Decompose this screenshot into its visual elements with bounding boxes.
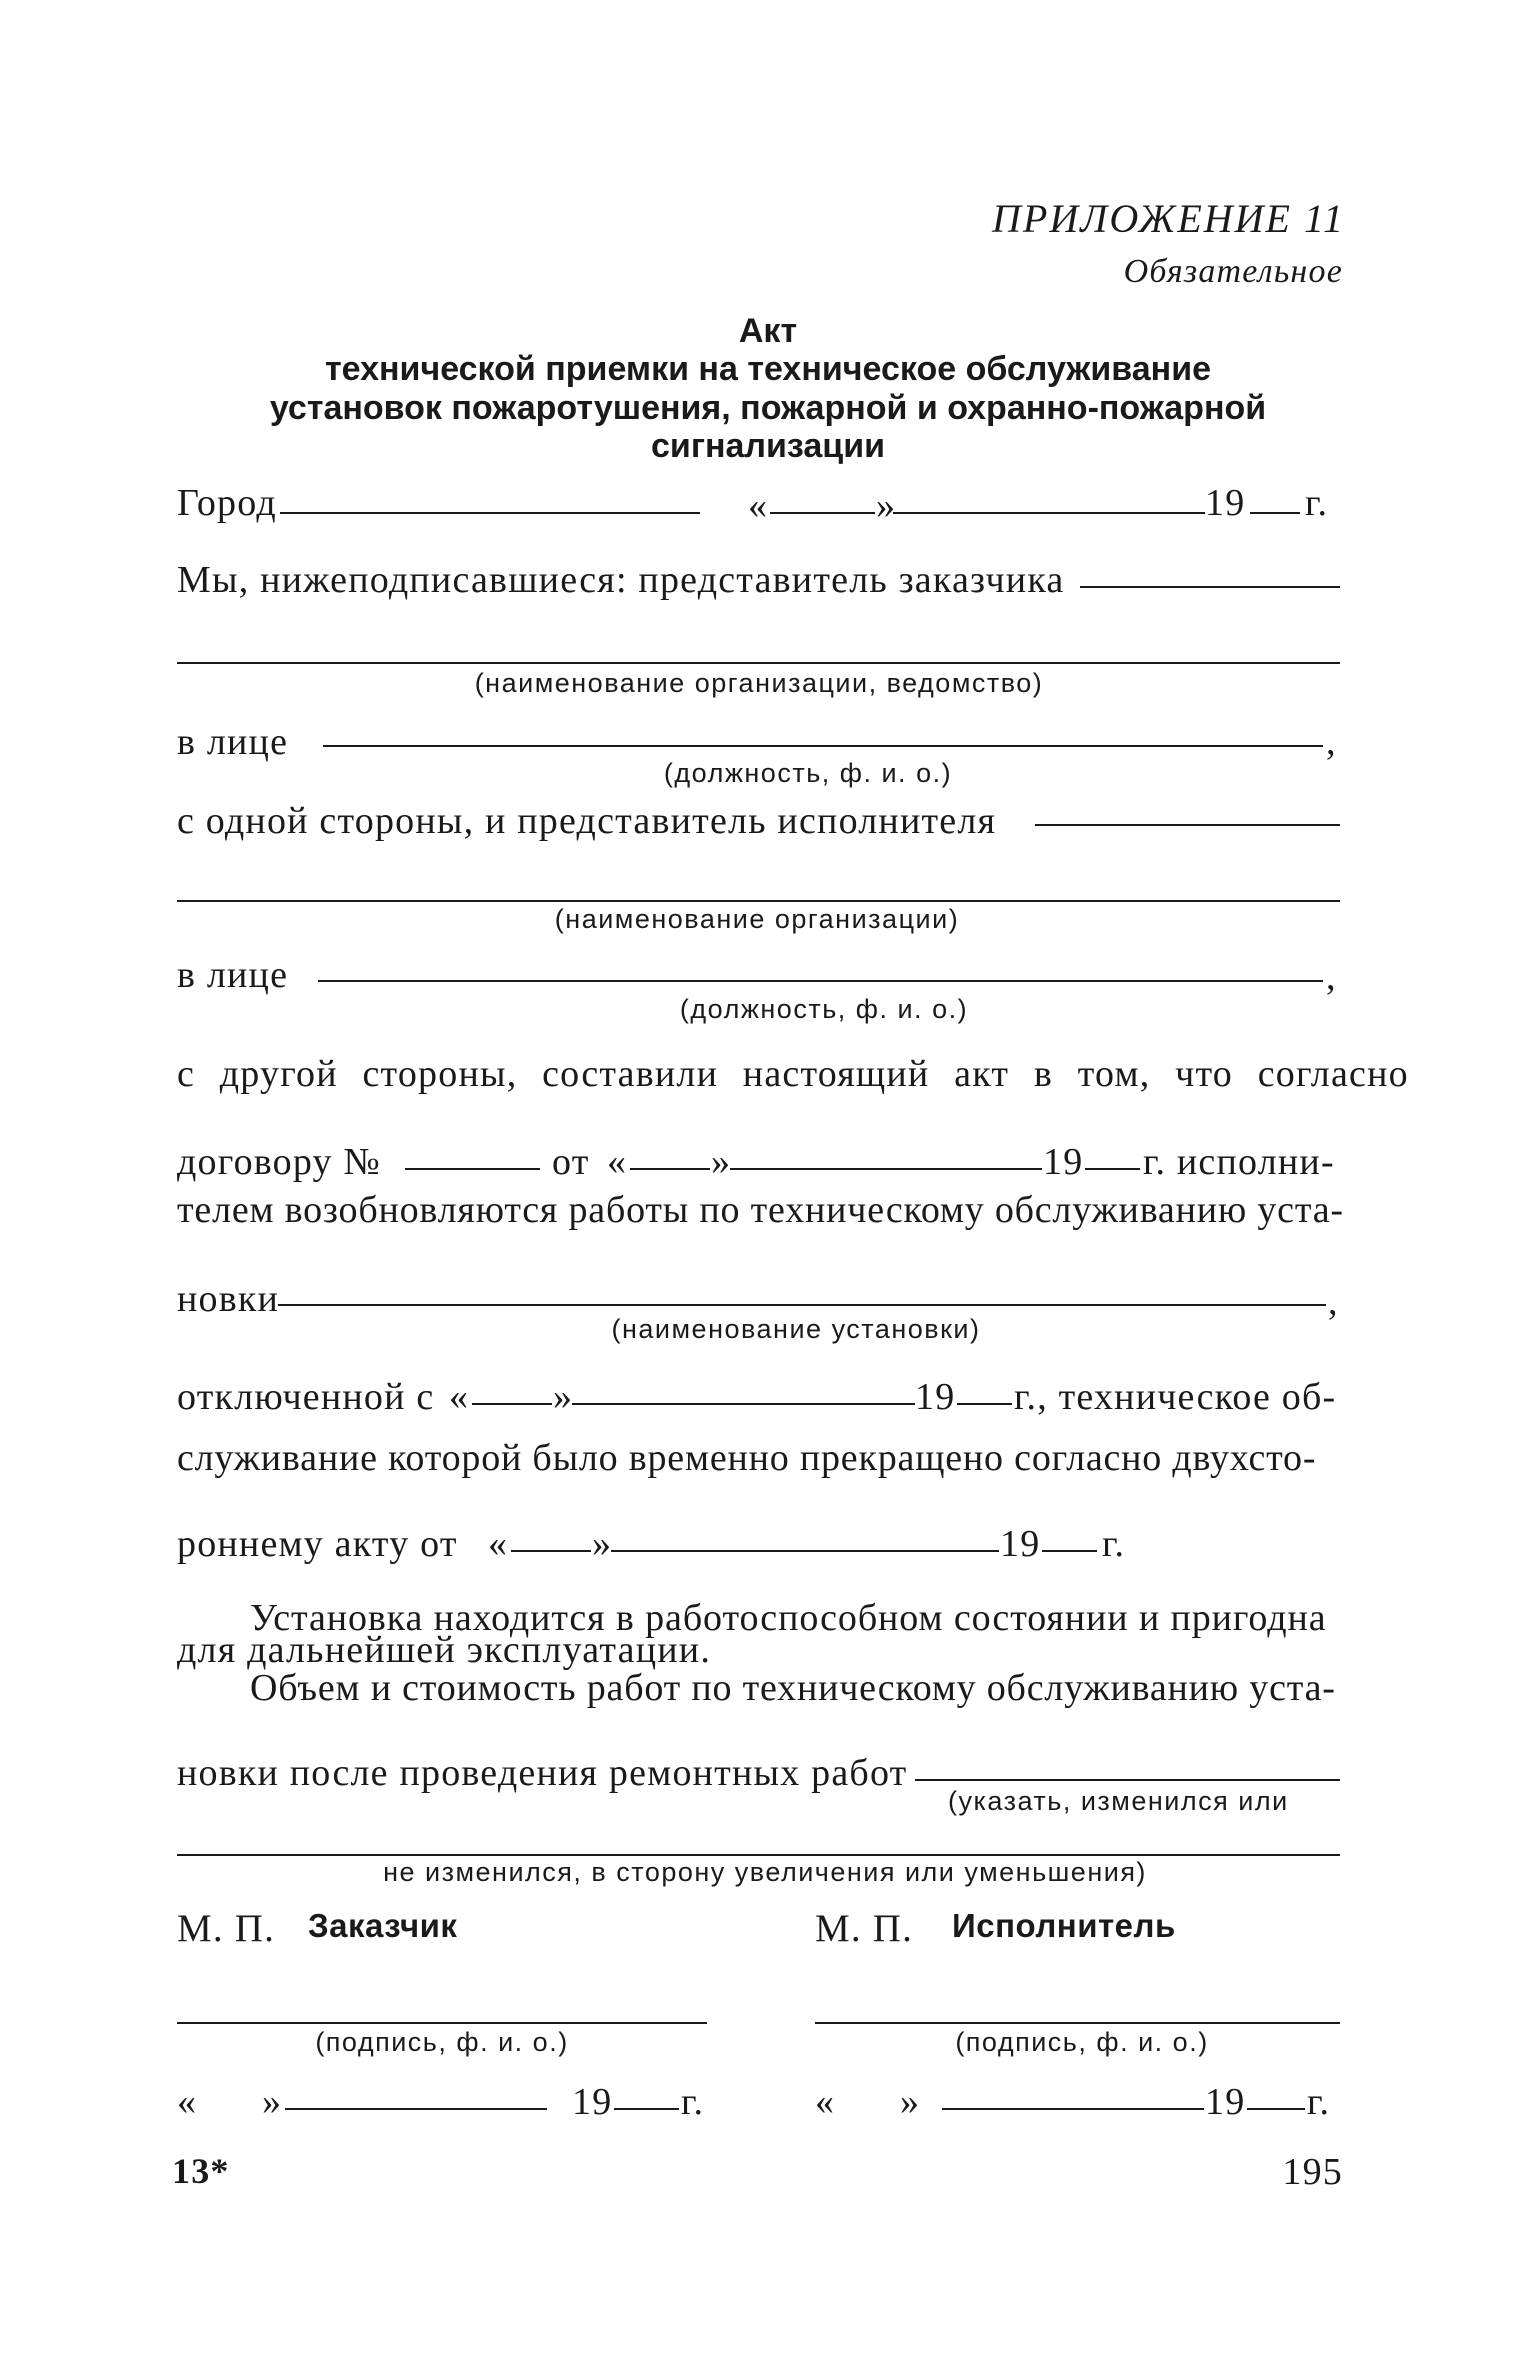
contractor-date-year-suffix: г. <box>1307 2081 1331 2123</box>
installation-line[interactable] <box>278 1304 1326 1306</box>
contract-tail: г. исполни- <box>1143 1141 1335 1183</box>
contractor-signature-line[interactable] <box>815 2022 1340 2024</box>
para1-line-1: Установка находится в работоспособном состоянии и пригодна <box>250 1597 1327 1639</box>
contractor-date-quote-close: » <box>900 2081 921 2123</box>
contractor-org-line[interactable] <box>177 900 1340 902</box>
customer-date-quote-open: « <box>177 2081 198 2123</box>
contractor-date-quote-open: « <box>815 2081 836 2123</box>
body-line-1: с другой стороны, составили настоящий акт в том, что согласно <box>177 1053 1409 1095</box>
disabled-day-line[interactable] <box>472 1403 552 1405</box>
day-line[interactable] <box>770 512 875 514</box>
appendix-heading: ПРИЛОЖЕНИЕ 11 <box>992 196 1345 241</box>
customer-person-line[interactable] <box>323 745 1323 747</box>
contractor-date-year-prefix: 19 <box>1205 2081 1246 2123</box>
contract-year-prefix: 19 <box>1043 1141 1084 1183</box>
contractor-signature-title: Исполнитель <box>952 1907 1176 1944</box>
change-caption-2: не изменился, в сторону увеличения или уменьшения) <box>383 1857 1147 1887</box>
customer-in-person: в лице <box>177 721 289 763</box>
installation-caption: (наименование установки) <box>611 1314 981 1344</box>
mandatory-label: Обязательное <box>1123 253 1343 290</box>
disabled-month-line[interactable] <box>572 1403 915 1405</box>
month-line[interactable] <box>893 512 1205 514</box>
customer-date-year-line[interactable] <box>614 2108 679 2110</box>
contractor-in-person: в лице <box>177 954 289 996</box>
installation-comma: , <box>1328 1281 1339 1323</box>
contractor-signature-caption: (подпись, ф. и. о.) <box>955 2027 1209 2057</box>
contractor-line[interactable] <box>1035 824 1340 826</box>
contractor-intro: с одной стороны, и представитель исполнителя <box>177 800 997 842</box>
customer-date-quote-close: » <box>262 2081 283 2123</box>
title-line-3: установок пожаротушения, пожарной и охранно-пожарной <box>269 389 1267 427</box>
prev-act-quote-close: » <box>592 1523 613 1565</box>
contractor-date-month-line[interactable] <box>942 2108 1204 2110</box>
prev-act-year-suffix: г. <box>1102 1523 1126 1565</box>
quote-open: « <box>748 485 769 527</box>
page-number: 195 <box>1282 2151 1343 2193</box>
contractor-person-line[interactable] <box>318 980 1323 982</box>
contract-day-line[interactable] <box>630 1168 710 1170</box>
para2-line-1: Объем и стоимость работ по техническому обслуживанию уста- <box>250 1667 1336 1709</box>
prev-act-day-line[interactable] <box>511 1550 591 1552</box>
installation-label: новки <box>177 1278 280 1320</box>
change-caption-1: (указать, изменился или <box>948 1786 1289 1816</box>
customer-org-caption: (наименование организации, ведомство) <box>474 668 1044 698</box>
document-title: Акт <box>738 312 798 350</box>
disabled-year-line[interactable] <box>957 1403 1012 1405</box>
city-line[interactable] <box>280 512 700 514</box>
body-line-6: служивание которой было временно прекращено согласно двухсто- <box>177 1437 1317 1479</box>
para1-line-2: для дальнейшей эксплуатации. <box>177 1629 712 1671</box>
prev-act-quote-open: « <box>488 1523 509 1565</box>
customer-date-year-prefix: 19 <box>572 2081 613 2123</box>
contract-month-line[interactable] <box>730 1168 1042 1170</box>
contract-quote-open: « <box>607 1141 628 1183</box>
title-line-4: сигнализации <box>651 427 885 465</box>
contractor-date-year-line[interactable] <box>1247 2108 1305 2110</box>
customer-org-line[interactable] <box>177 662 1340 664</box>
customer-line[interactable] <box>1080 586 1340 588</box>
contract-number-line[interactable] <box>405 1168 540 1170</box>
prev-act-year-line[interactable] <box>1042 1550 1097 1552</box>
customer-signature-title: Заказчик <box>308 1907 458 1944</box>
contract-year-line[interactable] <box>1085 1168 1140 1170</box>
customer-seal-label: М. П. <box>177 1907 276 1950</box>
disabled-year-prefix: 19 <box>915 1376 956 1418</box>
quote-close: » <box>876 485 897 527</box>
contractor-org-caption: (наименование организации) <box>554 904 960 934</box>
title-line-2: технической приемки на техническое обслуживание <box>324 350 1212 388</box>
contractor-person-caption: (должность, ф. и. о.) <box>679 994 969 1024</box>
para2-line-2: новки после проведения ремонтных работ <box>177 1752 908 1794</box>
disabled-tail: г., техническое об- <box>1014 1376 1337 1418</box>
city-label: Город <box>177 482 277 524</box>
prev-act-year-prefix: 19 <box>1000 1523 1041 1565</box>
year-prefix: 19 <box>1205 482 1246 524</box>
customer-date-year-suffix: г. <box>681 2081 705 2123</box>
customer-signature-caption: (подпись, ф. и. о.) <box>315 2027 569 2057</box>
disabled-label: отключенной с <box>177 1376 435 1418</box>
signature-mark: 13* <box>172 2151 230 2191</box>
prev-act-month-line[interactable] <box>611 1550 999 1552</box>
year-line[interactable] <box>1250 512 1300 514</box>
contract-quote-close: » <box>711 1141 732 1183</box>
body-line-3: телем возобновляются работы по техническому обслуживанию уста- <box>177 1189 1344 1231</box>
change-note-line[interactable] <box>915 1779 1340 1781</box>
customer-comma: , <box>1326 721 1337 763</box>
customer-signature-line[interactable] <box>177 2022 707 2024</box>
customer-intro: Мы, нижеподписавшиеся: представитель заказчика <box>177 559 1065 601</box>
disabled-quote-open: « <box>449 1376 470 1418</box>
prev-act-label: роннему акту от <box>177 1523 458 1565</box>
year-suffix: г. <box>1305 482 1329 524</box>
disabled-quote-close: » <box>553 1376 574 1418</box>
contract-label: договору № <box>177 1141 381 1183</box>
change-note-line-2[interactable] <box>177 1854 1340 1856</box>
contractor-seal-label: М. П. <box>815 1907 914 1950</box>
contractor-comma: , <box>1326 956 1337 998</box>
contract-from: от <box>552 1141 590 1183</box>
customer-person-caption: (должность, ф. и. о.) <box>663 758 953 788</box>
customer-date-month-line[interactable] <box>285 2108 547 2110</box>
